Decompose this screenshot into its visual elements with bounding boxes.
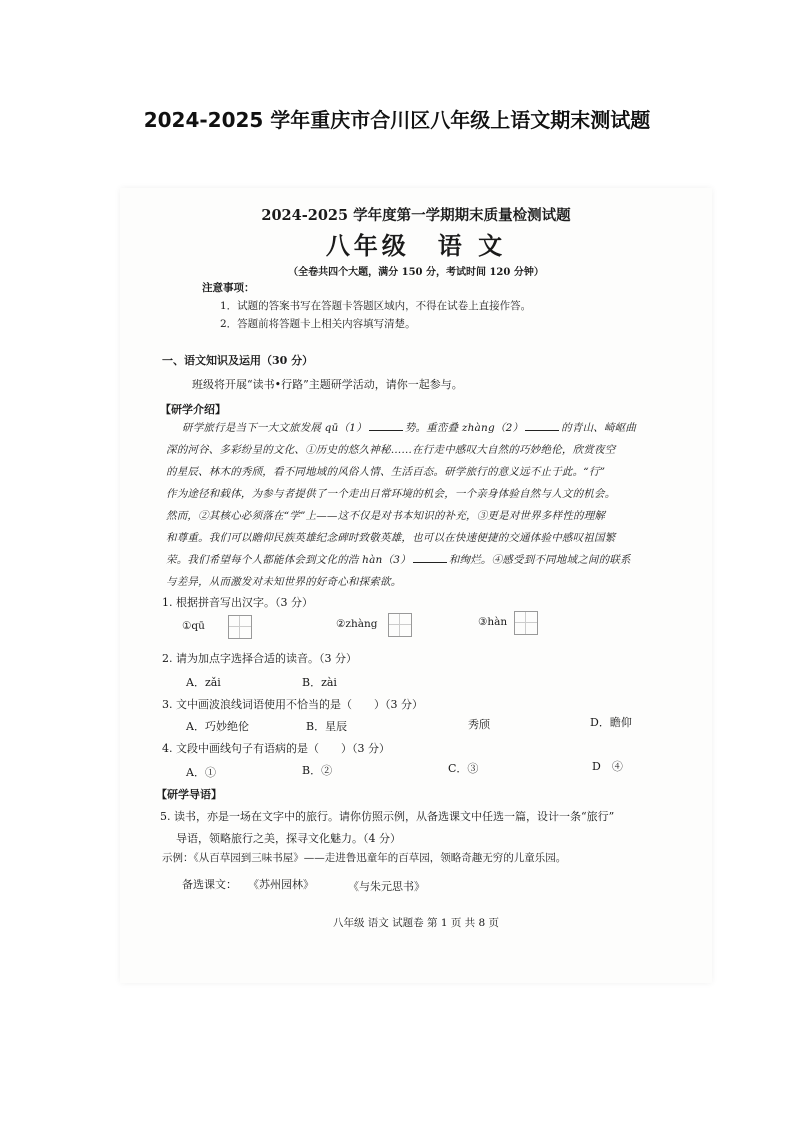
section-title: 一、语文知识及运用（30 分）: [162, 354, 314, 367]
question-1-stem: 1. 根据拼音写出汉字。（3 分）: [162, 596, 313, 609]
q1-pinyin-2: ②zhàng: [336, 618, 378, 630]
passage-line: 的星辰、林木的秀颀，看不同地域的风俗人情、生活百态。研学旅行的意义远不止于此。“行”: [166, 466, 606, 478]
exam-info: （全卷共四个大题，满分 150 分，考试时间 120 分钟）: [288, 267, 544, 278]
passage-line: 作为途径和载体，为参与者提供了一个走出日常环境的机会，一个亲身体验自然与人文的机会。: [166, 488, 616, 500]
question-5-stem: 5. 读书，亦是一场在文字中的旅行。请你仿照示例，从备选课文中任选一篇，设计一条“旅行”: [160, 810, 615, 823]
q4-option-b: B．②: [302, 764, 333, 777]
passage-line: 然而，②其核心必须落在“学”上——这不仅是对书本知识的补充，③更是对世界多样性的理解: [166, 510, 606, 522]
question-5-example: 示例：《从百草园到三味书屋》——走进鲁迅童年的百草园，领略奇趣无穷的儿童乐园。: [162, 852, 567, 864]
guide-bracket-title: 【研学导语】: [156, 788, 222, 801]
section-intro: 班级将开展“读书•行路”主题研学活动，请你一起参与。: [192, 378, 463, 391]
choose-label: 备选课文：: [182, 878, 237, 891]
notice-title: 注意事项：: [202, 282, 255, 294]
q3-option-c: 秀颀: [468, 718, 490, 731]
exam-heading: 2024-2025 学年度第一学期期末质量检测试题: [261, 207, 571, 224]
notice-item: 2．答题前将答题卡上相关内容填写清楚。: [220, 318, 416, 330]
question-2-stem: 2. 请为加点字选择合适的读音。（3 分）: [162, 652, 357, 665]
q2-option-a: A．zǎi: [186, 676, 221, 689]
q4-option-a: A．①: [186, 766, 216, 779]
q2-option-b: B．zài: [302, 676, 337, 689]
q3-option-a: A．巧妙绝伦: [186, 720, 249, 733]
passage-line: 深的河谷、多彩纷呈的文化、①历史的悠久神秘……在行走中感叹大自然的巧妙绝伦，欣赏夜空: [166, 444, 616, 456]
q1-pinyin-1: ①qū: [182, 620, 205, 632]
passage-line: 荣。我们希望每个人都能体会到文化的浩 hàn（3） 和绚烂。④感受到不同地域之间的联系: [166, 554, 631, 566]
exam-scan: [120, 188, 712, 983]
page-footer: 八年级 语文 试题卷 第 1 页 共 8 页: [332, 917, 500, 929]
answer-box-3[interactable]: [514, 611, 538, 635]
passage-line: 和尊重。我们可以瞻仰民族英雄纪念碑时致敬英雄，也可以在快速便捷的交通体验中感叹祖国繁: [166, 532, 616, 544]
question-5-stem-2: 导语，领略旅行之美，探寻文化魅力。（4 分）: [176, 832, 401, 845]
notice-item: 1．试题的答案书写在答题卡答题区域内，不得在试卷上直接作答。: [220, 300, 532, 312]
q1-pinyin-3: ③hàn: [478, 616, 508, 628]
page-title: 2024-2025 学年重庆市合川区八年级上语文期末测试题: [143, 108, 651, 132]
choice-2: 《与朱元思书》: [348, 880, 425, 893]
question-3-stem: 3. 文中画波浪线词语使用不恰当的是（ ）（3 分）: [162, 698, 423, 711]
exam-subject: 八年级 语 文: [325, 231, 507, 260]
passage-line: 与差异，从而激发对未知世界的好奇心和探索欲。: [166, 576, 402, 588]
q4-option-d: D ④: [592, 760, 623, 773]
answer-box-1[interactable]: [228, 615, 252, 639]
passage-line: 研学旅行是当下一大文旅发展 qū（1） 势。重峦叠 zhàng（2） 的青山、崎岖曲: [182, 422, 637, 434]
answer-box-2[interactable]: [388, 613, 412, 637]
intro-bracket-title: 【研学介绍】: [160, 403, 226, 416]
q4-option-c: C．③: [448, 762, 479, 775]
choice-1: 《苏州园林》: [248, 878, 314, 891]
question-4-stem: 4. 文段中画线句子有语病的是（ ）（3 分）: [162, 742, 390, 755]
q3-option-b: B．星辰: [306, 720, 348, 733]
q3-option-d: D．瞻仰: [590, 716, 632, 729]
